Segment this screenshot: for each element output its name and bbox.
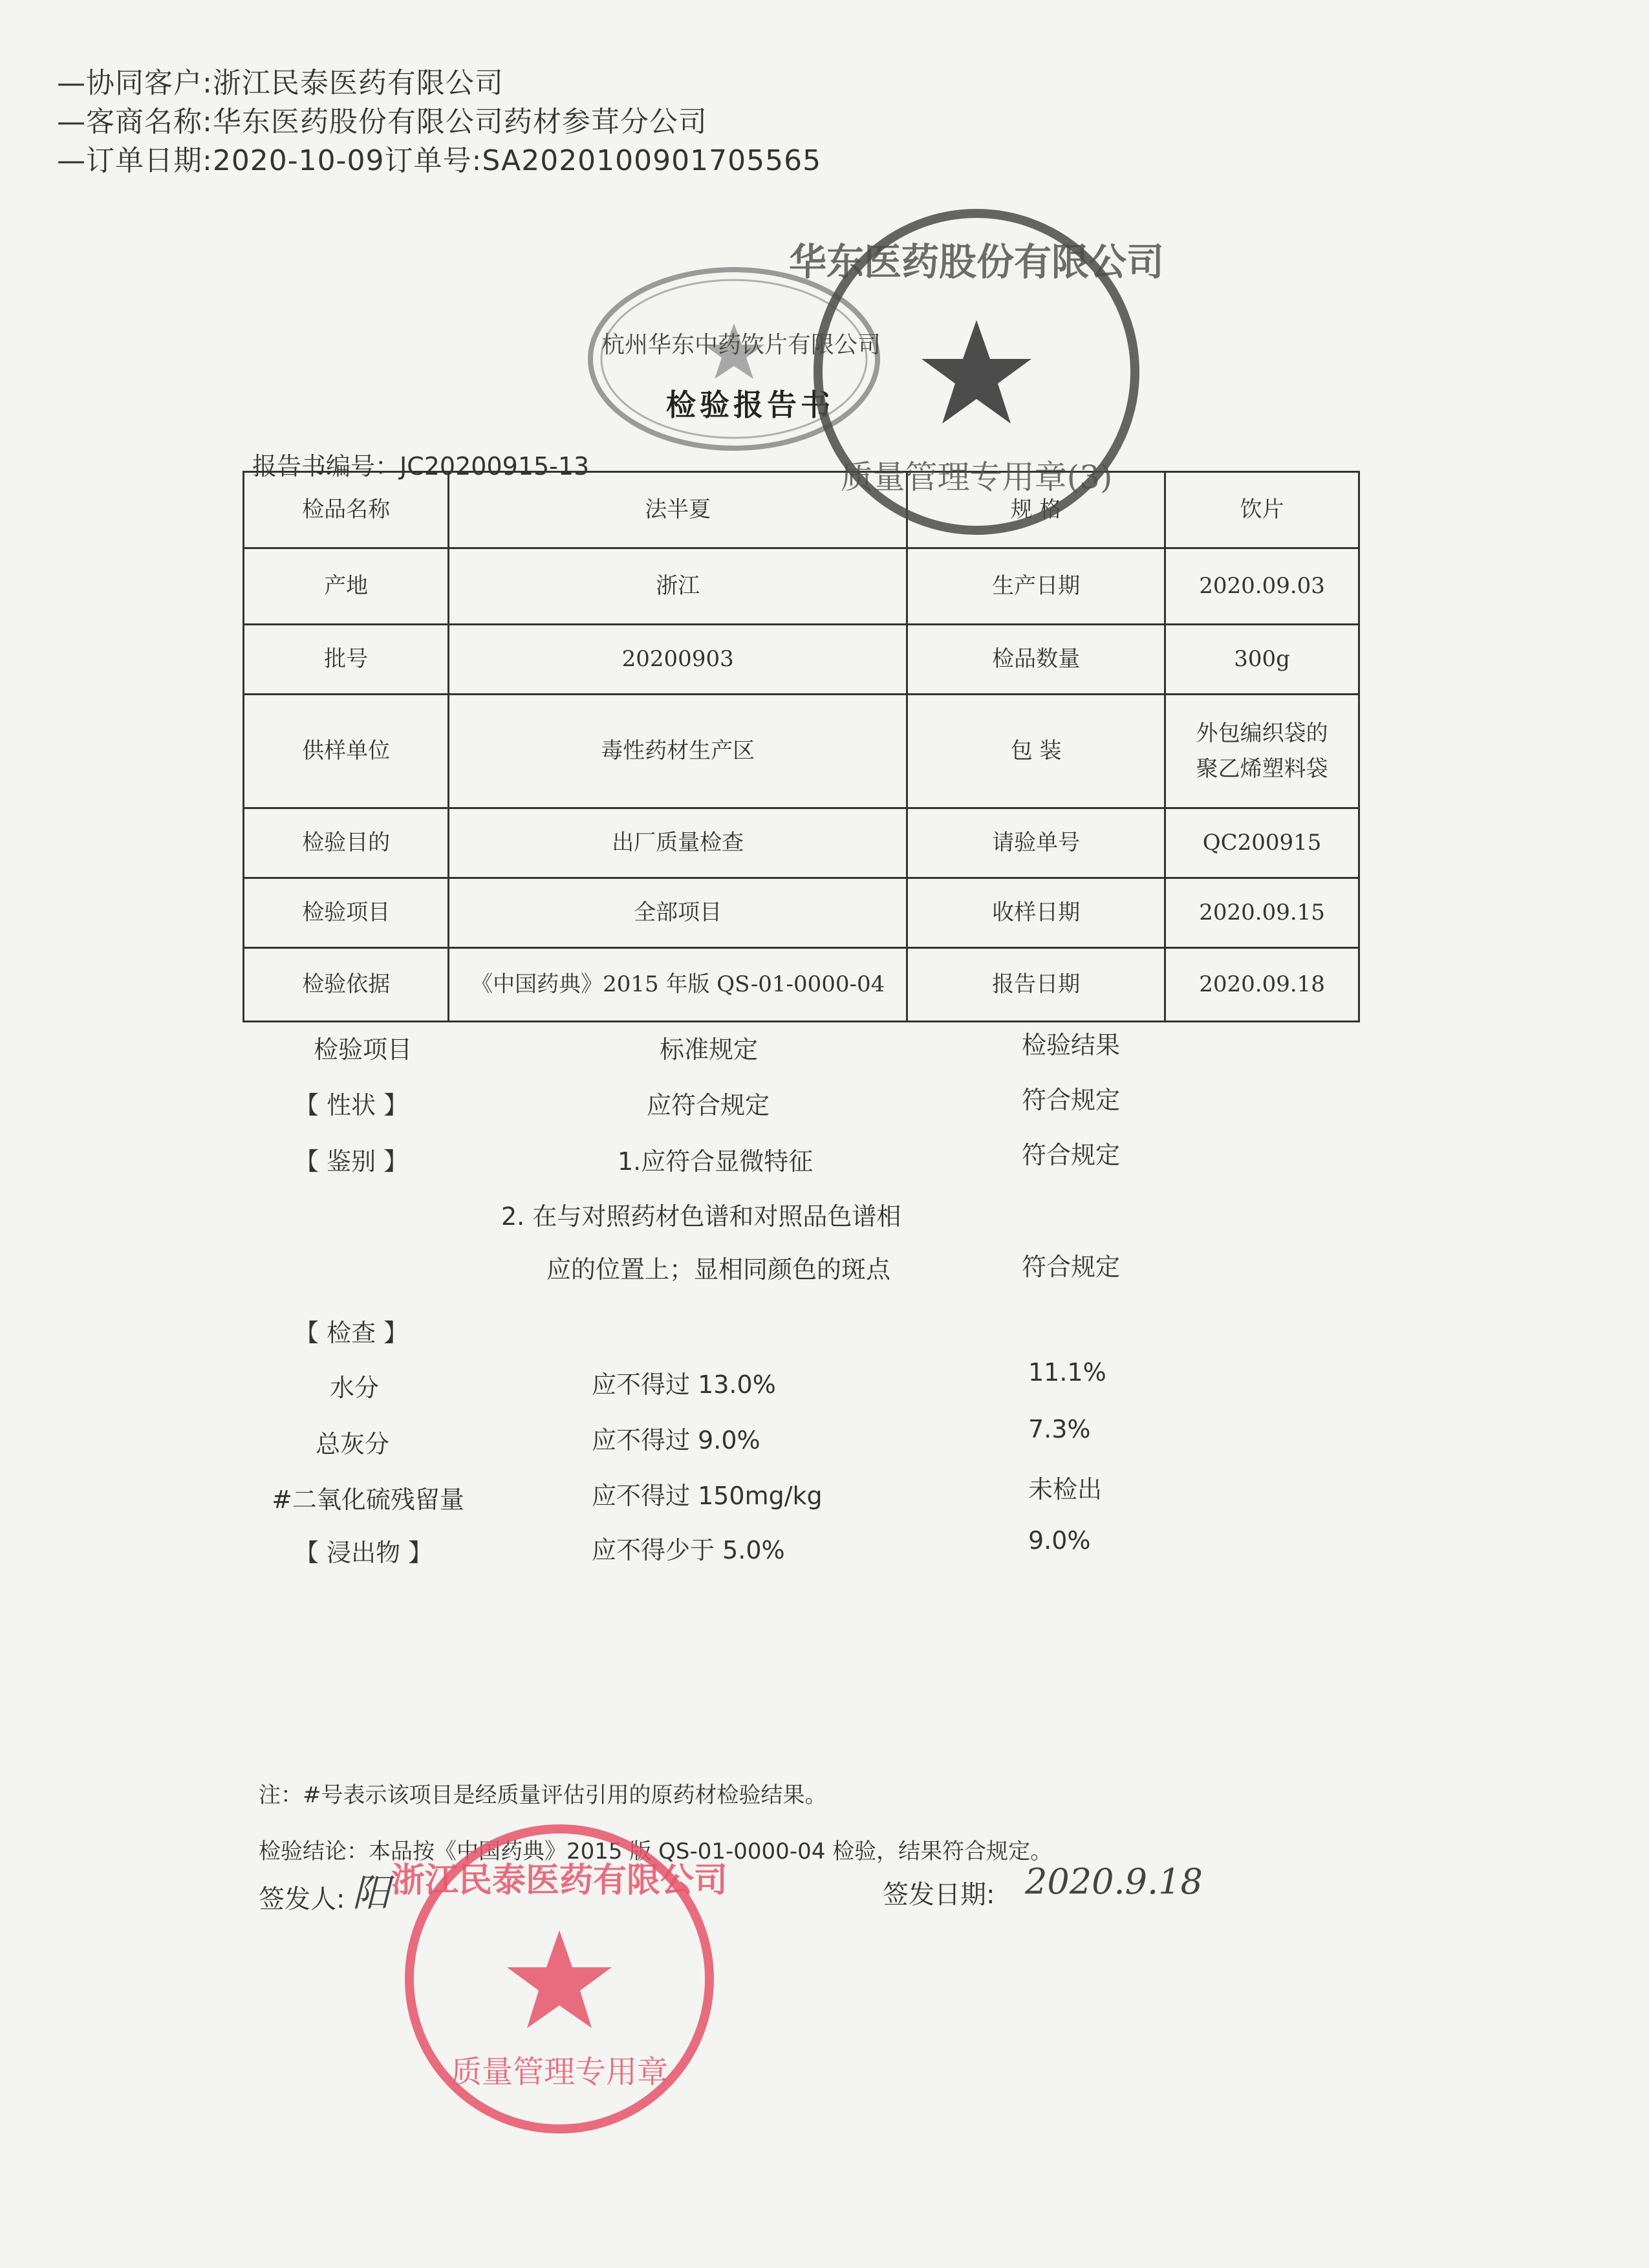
row-so2-item: #二氧化硫残留量 — [272, 1485, 464, 1514]
inspection-info-table — [242, 471, 1360, 1022]
results-header-standard: 标准规定 — [660, 1035, 759, 1064]
row-so2-standard: 应不得过 150mg/kg — [592, 1482, 823, 1510]
cooperative-customer: —协同客户:浙江民泰医药有限公司 — [57, 67, 504, 100]
row-zonghuifen-standard: 应不得过 9.0% — [592, 1426, 760, 1454]
row-zonghuifen-result: 7.3% — [1028, 1415, 1091, 1443]
issuer-label: 签发人: — [259, 1885, 345, 1914]
row-xingzhuang-item: 【 性状 】 — [294, 1091, 409, 1119]
table-row: 产地 浙江 生产日期 2020.09.03 — [244, 548, 1359, 625]
footnote: 注：#号表示该项目是经质量评估引用的原药材检验结果。 — [259, 1782, 827, 1808]
row-jianbie2-line2: 应的位置上；显相同颜色的斑点 — [546, 1255, 891, 1284]
svg-text:浙江民泰医药有限公司: 浙江民泰医药有限公司 — [391, 1861, 728, 1900]
table-row: 检验目的 出厂质量检查 请验单号 QC200915 — [244, 808, 1359, 878]
row-jianbie-standard: 1.应符合显微特征 — [618, 1147, 814, 1176]
issuer-signature: 阳 — [352, 1871, 391, 1915]
table-row: 批号 20200903 检品数量 300g — [244, 625, 1359, 695]
huadong-quality-stamp — [788, 204, 1165, 540]
row-jinchuwu-result: 9.0% — [1028, 1526, 1091, 1555]
company-name: 杭州华东中药饮片有限公司 — [601, 332, 881, 358]
row-jianbie2-result: 符合规定 — [1022, 1253, 1121, 1281]
row-xingzhuang-standard: 应符合规定 — [647, 1091, 770, 1119]
row-so2-result: 未检出 — [1028, 1475, 1103, 1504]
row-jianbie-result: 符合规定 — [1022, 1141, 1121, 1169]
row-xingzhuang-result: 符合规定 — [1022, 1086, 1121, 1114]
row-jianbie2-line1: 2. 在与对照药材色谱和对照品色谱相 — [501, 1202, 901, 1231]
mintai-quality-stamp — [391, 1817, 728, 2141]
results-header-result: 检验结果 — [1022, 1031, 1121, 1059]
svg-text:质量管理专用章: 质量管理专用章 — [450, 2054, 669, 2090]
issue-date: 2020.9.18 — [1025, 1861, 1203, 1902]
row-shuifen-result: 11.1% — [1028, 1358, 1106, 1387]
row-jinchuwu-item: 【 浸出物 】 — [294, 1539, 433, 1567]
svg-text:华东医药股份有限公司: 华东医药股份有限公司 — [788, 240, 1165, 284]
row-shuifen-standard: 应不得过 13.0% — [592, 1370, 776, 1399]
results-header-item: 检验项目 — [314, 1035, 413, 1064]
order-line: —订单日期:2020-10-09订单号:SA2020100901705565 — [57, 144, 822, 177]
table-row: 检品名称 法半夏 规 格 饮片 — [244, 472, 1359, 548]
conclusion: 检验结论：本品按《中国药典》2015 版 QS-01-0000-04 检验，结果符合规定。 — [259, 1839, 1053, 1864]
table-row: 检验项目 全部项目 收样日期 2020.09.15 — [244, 878, 1359, 948]
row-shuifen-item: 水分 — [330, 1374, 380, 1402]
row-zonghuifen-item: 总灰分 — [316, 1430, 390, 1458]
row-jinchuwu-standard: 应不得少于 5.0% — [592, 1536, 785, 1564]
svg-text:质量管理专用章(3): 质量管理专用章(3) — [840, 459, 1113, 496]
issue-date-label: 签发日期: — [883, 1880, 995, 1910]
table-row: 检验依据 《中国药典》2015 年版 QS-01-0000-04 报告日期 2020.09.18 — [244, 948, 1359, 1022]
merchant-name: —客商名称:华东医药股份有限公司药材参茸分公司 — [57, 105, 707, 138]
report-number: 报告书编号：JC20200915-13 — [252, 452, 590, 481]
row-jianbie-item: 【 鉴别 】 — [294, 1147, 409, 1176]
table-row: 供样单位 毒性药材生产区 包 装 外包编织袋的 聚乙烯塑料袋 — [244, 695, 1359, 808]
row-jiancha-item: 【 检查 】 — [294, 1319, 409, 1347]
report-title: 检验报告书 — [666, 387, 834, 422]
